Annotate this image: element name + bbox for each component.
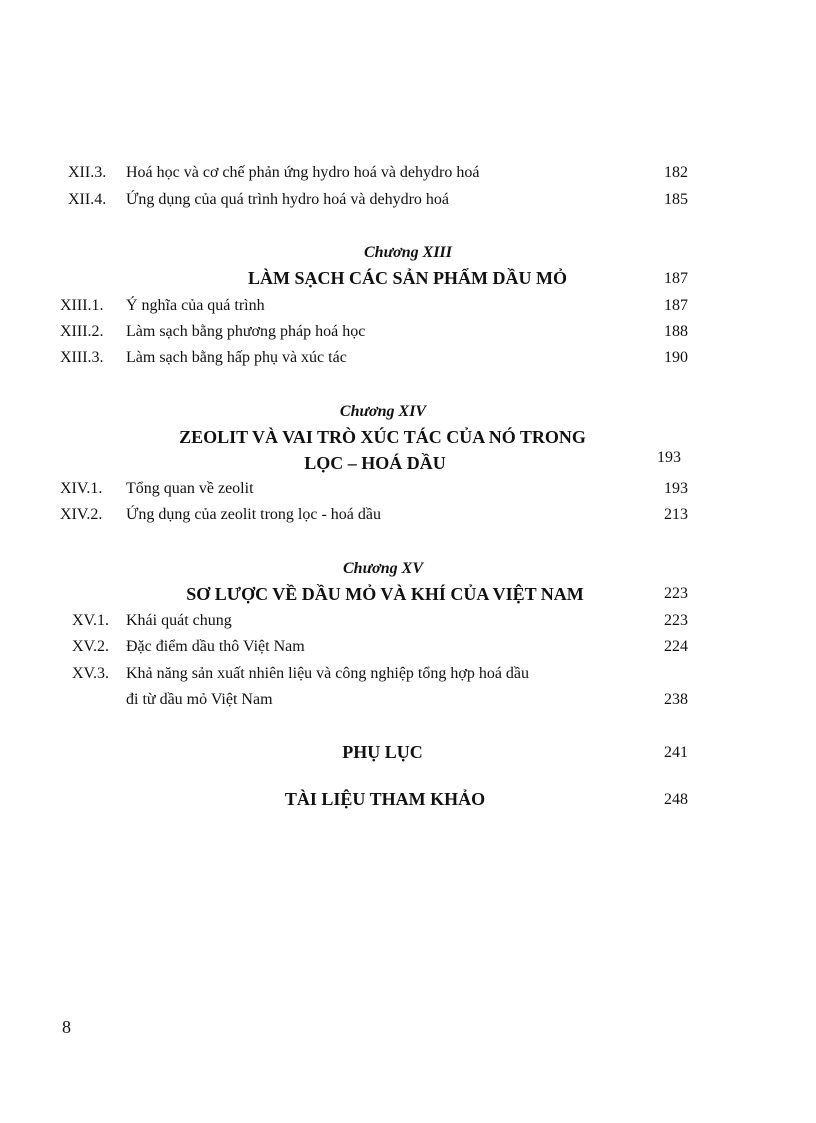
chapter-label: Chương XIII: [364, 244, 452, 261]
chapter-page: 187: [664, 270, 688, 287]
entry-title: Ý nghĩa của quá trình: [126, 297, 265, 314]
entry-number: XIII.1.: [60, 297, 104, 314]
entry-page: 182: [664, 164, 688, 181]
entry-title: Hoá học và cơ chế phản ứng hydro hoá và dehydro hoá: [126, 164, 480, 181]
page-number: 8: [62, 1017, 71, 1037]
entry-title: Ứng dụng của quá trình hydro hoá và dehydro hoá: [126, 191, 449, 208]
entry-number: XIII.3.: [60, 349, 104, 366]
entry-page: 188: [664, 323, 688, 340]
entry-title-continued: đi từ dầu mỏ Việt Nam: [126, 691, 273, 708]
chapter-label: Chương XV: [343, 560, 423, 577]
entry-page: 213: [664, 506, 688, 523]
entry-title: Khái quát chung: [126, 612, 232, 629]
entry-number: XIII.2.: [60, 323, 104, 340]
entry-page: 185: [664, 191, 688, 208]
chapter-title: LÀM SẠCH CÁC SẢN PHẨM DẦU MỎ: [248, 268, 567, 288]
entry-title: Làm sạch bằng phương pháp hoá học: [126, 323, 366, 340]
entry-number: XII.4.: [68, 191, 107, 208]
entry-title: Làm sạch bằng hấp phụ và xúc tác: [126, 349, 347, 366]
toc-entry-xiii-1: [60, 295, 688, 317]
entry-page: 187: [664, 297, 688, 314]
appendix-page: 241: [664, 744, 688, 761]
references-title: TÀI LIỆU THAM KHẢO: [284, 789, 486, 809]
entry-number: XII.3.: [68, 164, 107, 181]
chapter-title: SƠ LƯỢC VỀ DẦU MỎ VÀ KHÍ CỦA VIỆT NAM: [186, 584, 584, 604]
toc-entry-xiii-3: [60, 347, 688, 369]
entry-number: XIV.1.: [60, 480, 103, 497]
chapter-label: Chương XIV: [339, 403, 427, 420]
toc-entry-xii-3: [68, 162, 688, 184]
toc-entry-xiv-1: [60, 478, 688, 500]
chapter-title-line1: ZEOLIT VÀ VAI TRÒ XÚC TÁC CỦA NÓ TRONG: [179, 427, 586, 447]
appendix-title: PHỤ LỤC: [342, 742, 423, 762]
references-page: 248: [664, 791, 688, 808]
entry-number: XV.3.: [72, 665, 110, 682]
entry-page: 223: [664, 612, 688, 629]
toc-entry-xv-1: [72, 610, 688, 632]
entry-page: 224: [664, 638, 688, 655]
entry-number: XV.1.: [72, 612, 110, 629]
chapter-page: 223: [664, 585, 688, 602]
toc-entry-xv-2: [72, 636, 688, 658]
entry-page: 193: [664, 480, 688, 497]
entry-title: Ứng dụng của zeolit trong lọc - hoá dầu: [126, 506, 382, 523]
toc-entry-xii-4: [68, 189, 688, 211]
entry-title: Khả năng sản xuất nhiên liệu và công nghiệp tổng hợp hoá dầu: [126, 665, 530, 682]
entry-title: Đặc điểm dầu thô Việt Nam: [126, 638, 305, 655]
toc-entry-xiii-2: [60, 321, 688, 343]
toc-entry-xiv-2: [60, 504, 688, 526]
entry-title: Tổng quan về zeolit: [126, 480, 254, 497]
toc-entry-xv-3: [72, 663, 688, 685]
entry-number: XIV.2.: [60, 506, 103, 523]
entry-page: 190: [664, 349, 688, 366]
chapter-page: 193: [657, 449, 681, 466]
toc-entry-xv-3-continued: [72, 689, 688, 711]
entry-page: 238: [664, 691, 688, 708]
entry-number: XV.2.: [72, 638, 110, 655]
chapter-title-line2: LỌC – HOÁ DẦU: [304, 453, 446, 473]
